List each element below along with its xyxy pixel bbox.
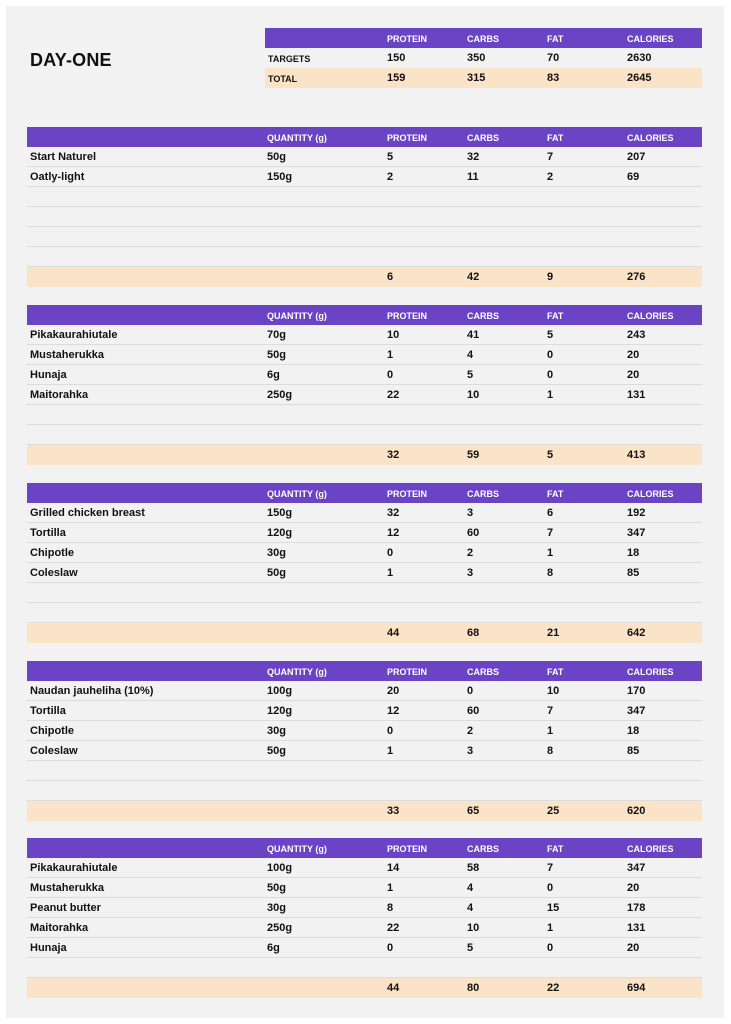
food-fat: 7 [547, 705, 554, 717]
header-quantity: QUANTITY (g) [267, 311, 327, 321]
table-row [27, 858, 702, 878]
table-row [27, 701, 702, 721]
food-name: Grilled chicken breast [30, 507, 145, 519]
header-protein: PROTEIN [387, 844, 428, 854]
table-row [27, 523, 702, 543]
food-name: Pikakaurahiutale [30, 862, 118, 874]
header-fat: FAT [547, 34, 564, 44]
food-protein: 0 [387, 725, 394, 737]
table-row [27, 385, 702, 405]
food-name: Mustaherukka [30, 349, 104, 361]
header-carbs: CARBS [467, 489, 500, 499]
meal-total-carbs: 65 [467, 805, 480, 817]
food-protein: 0 [387, 547, 394, 559]
total-calories: 2645 [627, 72, 652, 84]
header-protein: PROTEIN [387, 133, 428, 143]
food-calories: 20 [627, 349, 640, 361]
food-quantity: 50g [267, 349, 286, 361]
table-row [27, 563, 702, 583]
food-fat: 7 [547, 527, 554, 539]
empty-row [27, 207, 702, 227]
food-name: Tortilla [30, 527, 66, 539]
food-carbs: 10 [467, 389, 480, 401]
food-protein: 2 [387, 171, 394, 183]
food-quantity: 70g [267, 329, 286, 341]
food-carbs: 5 [467, 369, 474, 381]
food-name: Oatly-light [30, 171, 85, 183]
food-name: Maitorahka [30, 389, 89, 401]
header-protein: PROTEIN [387, 489, 428, 499]
food-calories: 18 [627, 547, 640, 559]
nutrition-sheet [6, 6, 724, 1018]
meal-total-row [27, 267, 702, 287]
food-name: Start Naturel [30, 151, 97, 163]
meal-total-carbs: 42 [467, 271, 480, 283]
meal-total-protein: 33 [387, 805, 400, 817]
header-fat: FAT [547, 489, 564, 499]
food-carbs: 2 [467, 547, 474, 559]
food-quantity: 50g [267, 882, 286, 894]
table-row [27, 365, 702, 385]
food-calories: 20 [627, 942, 640, 954]
meal-table-1 [27, 127, 702, 287]
header-fat: FAT [547, 844, 564, 854]
table-row [27, 345, 702, 365]
food-calories: 131 [627, 922, 646, 934]
header-carbs: CARBS [467, 667, 500, 677]
food-calories: 347 [627, 862, 646, 874]
meal-table-4 [27, 661, 702, 821]
food-protein: 1 [387, 567, 394, 579]
summary-header-row [265, 28, 702, 48]
table-row [27, 721, 702, 741]
food-fat: 8 [547, 567, 554, 579]
food-carbs: 3 [467, 507, 474, 519]
meal-total-carbs: 59 [467, 449, 480, 461]
food-protein: 10 [387, 329, 400, 341]
food-protein: 1 [387, 745, 394, 757]
food-calories: 207 [627, 151, 646, 163]
food-fat: 2 [547, 171, 554, 183]
meal-total-calories: 276 [627, 271, 646, 283]
meal-total-calories: 642 [627, 627, 646, 639]
food-quantity: 50g [267, 151, 286, 163]
food-protein: 22 [387, 389, 400, 401]
food-quantity: 6g [267, 369, 280, 381]
food-fat: 5 [547, 329, 554, 341]
header-protein: PROTEIN [387, 311, 428, 321]
table-row [27, 918, 702, 938]
meal-header-row [27, 661, 702, 681]
food-name: Chipotle [30, 725, 74, 737]
header-carbs: CARBS [467, 34, 500, 44]
food-protein: 5 [387, 151, 394, 163]
empty-row [27, 425, 702, 445]
food-quantity: 120g [267, 527, 293, 539]
food-carbs: 2 [467, 725, 474, 737]
food-carbs: 41 [467, 329, 480, 341]
meal-total-fat: 5 [547, 449, 554, 461]
header-carbs: CARBS [467, 133, 500, 143]
food-protein: 22 [387, 922, 400, 934]
food-carbs: 3 [467, 745, 474, 757]
food-carbs: 4 [467, 902, 474, 914]
food-calories: 85 [627, 745, 640, 757]
targets-calories: 2630 [627, 52, 652, 64]
table-row [27, 167, 702, 187]
food-fat: 8 [547, 745, 554, 757]
food-fat: 0 [547, 942, 554, 954]
food-quantity: 150g [267, 171, 293, 183]
food-quantity: 100g [267, 862, 293, 874]
header-quantity: QUANTITY (g) [267, 489, 327, 499]
food-protein: 12 [387, 527, 400, 539]
food-carbs: 4 [467, 882, 474, 894]
food-fat: 0 [547, 349, 554, 361]
food-calories: 69 [627, 171, 640, 183]
food-protein: 20 [387, 685, 400, 697]
meal-table-2 [27, 305, 702, 465]
meal-table-3 [27, 483, 702, 643]
food-calories: 18 [627, 725, 640, 737]
meal-total-carbs: 80 [467, 982, 480, 994]
food-name: Mustaherukka [30, 882, 104, 894]
food-protein: 12 [387, 705, 400, 717]
meal-header-row [27, 838, 702, 858]
food-carbs: 5 [467, 942, 474, 954]
table-row [27, 878, 702, 898]
food-protein: 1 [387, 882, 394, 894]
table-row [27, 938, 702, 958]
food-calories: 20 [627, 369, 640, 381]
food-protein: 32 [387, 507, 400, 519]
header-fat: FAT [547, 311, 564, 321]
meal-header-row [27, 483, 702, 503]
food-name: Hunaja [30, 942, 67, 954]
food-fat: 1 [547, 725, 554, 737]
food-protein: 0 [387, 942, 394, 954]
food-quantity: 100g [267, 685, 293, 697]
food-calories: 85 [627, 567, 640, 579]
food-fat: 0 [547, 369, 554, 381]
meal-total-calories: 694 [627, 982, 646, 994]
food-quantity: 120g [267, 705, 293, 717]
meal-total-protein: 32 [387, 449, 400, 461]
header-calories: CALORIES [627, 311, 674, 321]
targets-protein: 150 [387, 52, 406, 64]
table-row [27, 543, 702, 563]
food-carbs: 60 [467, 527, 480, 539]
food-fat: 7 [547, 862, 554, 874]
food-name: Coleslaw [30, 567, 78, 579]
food-carbs: 58 [467, 862, 480, 874]
header-quantity: QUANTITY (g) [267, 133, 327, 143]
header-carbs: CARBS [467, 844, 500, 854]
food-name: Coleslaw [30, 745, 78, 757]
header-carbs: CARBS [467, 311, 500, 321]
targets-fat: 70 [547, 52, 560, 64]
meal-total-row [27, 801, 702, 821]
header-calories: CALORIES [627, 844, 674, 854]
summary-total-row [265, 68, 702, 88]
food-name: Peanut butter [30, 902, 101, 914]
meal-total-row [27, 445, 702, 465]
food-calories: 178 [627, 902, 646, 914]
food-protein: 8 [387, 902, 394, 914]
food-carbs: 0 [467, 685, 474, 697]
header-calories: CALORIES [627, 34, 674, 44]
meal-table-5 [27, 838, 702, 998]
food-fat: 1 [547, 547, 554, 559]
meal-total-calories: 413 [627, 449, 646, 461]
food-name: Chipotle [30, 547, 74, 559]
meal-total-calories: 620 [627, 805, 646, 817]
table-row [27, 898, 702, 918]
meal-header-row [27, 127, 702, 147]
food-carbs: 32 [467, 151, 480, 163]
food-carbs: 10 [467, 922, 480, 934]
meal-total-protein: 44 [387, 627, 400, 639]
table-row [27, 741, 702, 761]
total-protein: 159 [387, 72, 406, 84]
food-name: Naudan jauheliha (10%) [30, 685, 154, 697]
food-fat: 10 [547, 685, 560, 697]
header-calories: CALORIES [627, 133, 674, 143]
food-calories: 131 [627, 389, 646, 401]
empty-row [27, 781, 702, 801]
total-fat: 83 [547, 72, 560, 84]
total-carbs: 315 [467, 72, 486, 84]
table-row [27, 503, 702, 523]
header-calories: CALORIES [627, 489, 674, 499]
page-title: DAY-ONE [30, 50, 112, 70]
food-quantity: 50g [267, 745, 286, 757]
food-fat: 15 [547, 902, 560, 914]
empty-row [27, 227, 702, 247]
food-calories: 347 [627, 705, 646, 717]
food-quantity: 30g [267, 725, 286, 737]
food-calories: 243 [627, 329, 646, 341]
empty-row [27, 761, 702, 781]
food-calories: 170 [627, 685, 646, 697]
food-quantity: 250g [267, 389, 293, 401]
food-name: Tortilla [30, 705, 66, 717]
empty-row [27, 247, 702, 267]
food-quantity: 150g [267, 507, 293, 519]
header-calories: CALORIES [627, 667, 674, 677]
summary-targets-row [265, 48, 702, 68]
table-row [27, 147, 702, 167]
meal-total-fat: 21 [547, 627, 560, 639]
food-fat: 1 [547, 389, 554, 401]
header-quantity: QUANTITY (g) [267, 844, 327, 854]
food-quantity: 30g [267, 902, 286, 914]
food-fat: 6 [547, 507, 554, 519]
empty-row [27, 405, 702, 425]
food-protein: 14 [387, 862, 400, 874]
meal-total-protein: 6 [387, 271, 394, 283]
summary-table [265, 28, 702, 88]
empty-row [27, 958, 702, 978]
meal-total-fat: 9 [547, 271, 554, 283]
food-carbs: 60 [467, 705, 480, 717]
food-calories: 192 [627, 507, 646, 519]
empty-row [27, 583, 702, 603]
food-fat: 0 [547, 882, 554, 894]
table-row [27, 325, 702, 345]
food-calories: 20 [627, 882, 640, 894]
header-fat: FAT [547, 667, 564, 677]
food-carbs: 4 [467, 349, 474, 361]
food-calories: 347 [627, 527, 646, 539]
food-quantity: 250g [267, 922, 293, 934]
header-protein: PROTEIN [387, 667, 428, 677]
meal-total-fat: 25 [547, 805, 560, 817]
food-fat: 7 [547, 151, 554, 163]
food-quantity: 50g [267, 567, 286, 579]
header-protein: PROTEIN [387, 34, 428, 44]
total-label: TOTAL [268, 74, 298, 84]
food-name: Hunaja [30, 369, 67, 381]
food-name: Pikakaurahiutale [30, 329, 118, 341]
food-quantity: 30g [267, 547, 286, 559]
food-fat: 1 [547, 922, 554, 934]
food-quantity: 6g [267, 942, 280, 954]
meal-header-row [27, 305, 702, 325]
meal-total-row [27, 978, 702, 998]
empty-row [27, 603, 702, 623]
header-fat: FAT [547, 133, 564, 143]
meal-total-fat: 22 [547, 982, 560, 994]
targets-carbs: 350 [467, 52, 486, 64]
food-carbs: 11 [467, 171, 479, 183]
targets-label: TARGETS [268, 54, 311, 64]
food-protein: 0 [387, 369, 394, 381]
table-row [27, 681, 702, 701]
meal-total-row [27, 623, 702, 643]
header-quantity: QUANTITY (g) [267, 667, 327, 677]
food-protein: 1 [387, 349, 394, 361]
empty-row [27, 187, 702, 207]
meal-total-protein: 44 [387, 982, 400, 994]
food-carbs: 3 [467, 567, 474, 579]
meal-total-carbs: 68 [467, 627, 480, 639]
food-name: Maitorahka [30, 922, 89, 934]
